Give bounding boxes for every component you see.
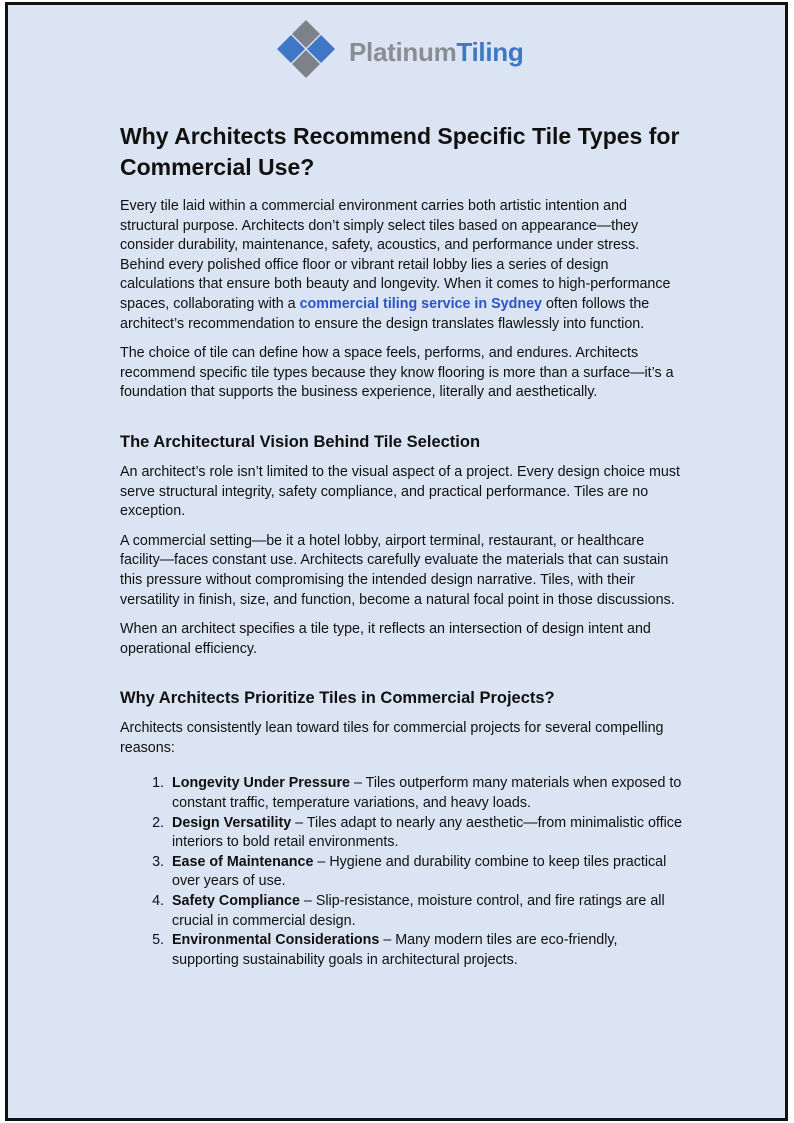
commercial-tiling-link[interactable]: commercial tiling service in Sydney [299, 295, 542, 312]
article-title: Why Architects Recommend Specific Tile Types for Commercial Use? [120, 123, 680, 180]
list-item-term: Design Versatility [172, 814, 292, 831]
reasons-list [120, 774, 682, 970]
list-item-term: Environmental Considerations [172, 932, 380, 949]
list-item [168, 814, 682, 853]
list-item [168, 774, 682, 813]
list-item-text: – Many modern tiles are eco-friendly, supporting sustainability goals in architectural projects. [172, 932, 618, 968]
intro-paragraph-2: The choice of tile can define how a space feels, performs, and endures. Architects recommend specific tile types because they know flooring is more than a surface—it’s a foundation that supports the business experience, literally and aesthetically. [120, 345, 674, 401]
section-heading-why-prioritize-tiles: Why Architects Prioritize Tiles in Commercial Projects? [120, 689, 555, 708]
list-item [168, 892, 682, 931]
brand-name-part1: Platinum [349, 37, 457, 67]
intro-text-after-link: often follows the architect’s recommendation to ensure the design translates flawlessly into function. [120, 295, 650, 332]
list-item-text: – Tiles outperform many materials when exposed to constant traffic, temperature variations, and heavy loads. [172, 775, 682, 812]
list-item-text: – Tiles adapt to nearly any aesthetic—from minimalistic office interiors to bold retail environments. [172, 814, 682, 851]
list-item-term: Longevity Under Pressure [172, 775, 350, 792]
intro-text-before-link: Every tile laid within a commercial environment carries both artistic intention and structural purpose. Architects don’t simply select tiles based on appearance—they consider durability, maintenance, safety, acoustics, and performance under stress. Behind every polished office floor or vibrant retail lobby lies a series of design calculations that ensure both beauty and longevity. When it comes to high-performance spaces, collaborating with a [120, 198, 671, 312]
list-item-term: Safety Compliance [172, 893, 300, 910]
brand-wordmark [349, 37, 523, 68]
brand-name-part2: Tiling [456, 37, 524, 67]
section1-paragraph-3: When an architect specifies a tile type, it reflects an intersection of design intent and operational efficiency. [120, 621, 651, 657]
list-item-term: Ease of Maintenance [172, 853, 314, 870]
list-item [168, 931, 682, 970]
section1-paragraph-2: A commercial setting—be it a hotel lobby, airport terminal, restaurant, or healthcare facility—faces constant use. Architects carefully evaluate the materials that can sustain this pressure without compromising the intended design narrative. Tiles, with their versatility in finish, size, and function, become a natural focal point in those discussions. [120, 532, 675, 608]
diamond-tiles-logo-icon [271, 17, 343, 87]
section-heading-architectural-vision: The Architectural Vision Behind Tile Selection [120, 432, 481, 451]
platinum-tiling-logo [271, 17, 571, 89]
section2-intro: Architects consistently lean toward tiles for commercial projects for several compelling reasons: [120, 720, 664, 756]
list-item [168, 853, 682, 892]
list-item-text: – Slip-resistance, moisture control, and fire ratings are all crucial in commercial design. [172, 893, 665, 929]
list-item-text: – Hygiene and durability combine to keep tiles practical over years of use. [172, 853, 667, 890]
article-body [120, 121, 682, 970]
document-page [5, 2, 788, 1121]
section1-paragraph-1: An architect’s role isn’t limited to the visual aspect of a project. Every design choice must serve structural integrity, safety compliance, and practical performance. Tiles are no exception. [120, 463, 680, 520]
intro-paragraph-1 [120, 197, 682, 334]
